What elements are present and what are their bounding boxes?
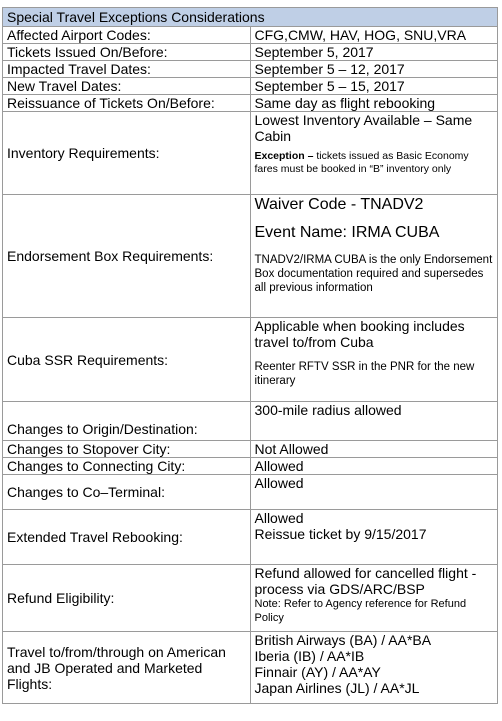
cuba-ssr-value: Applicable when booking includes travel to/from Cuba bbox=[254, 318, 465, 350]
inventory-note-text: tickets issued as Basic Economy fares must be booked in “B” inventory only bbox=[254, 150, 469, 175]
table-row bbox=[3, 632, 498, 704]
row-label: Reissuance of Tickets On/Before: bbox=[3, 95, 251, 112]
table-row bbox=[3, 318, 498, 402]
row-label: Extended Travel Rebooking: bbox=[3, 510, 251, 565]
endorsement-note: TNADV2/IRMA CUBA is the only Endorsement Box documentation required and supersedes all previous information bbox=[254, 254, 493, 294]
row-label: Inventory Requirements: bbox=[3, 112, 251, 195]
table-row bbox=[3, 402, 498, 441]
row-label: Changes to Connecting City: bbox=[3, 458, 251, 475]
row-value: September 5, 2017 bbox=[250, 44, 498, 61]
extended-line-1: Allowed bbox=[254, 510, 304, 526]
table-row bbox=[3, 78, 498, 95]
row-value: September 5 – 12, 2017 bbox=[250, 61, 498, 78]
waiver-code: Waiver Code - TNADV2 bbox=[254, 196, 424, 213]
extended-line-2: Reissue ticket by 9/15/2017 bbox=[254, 526, 427, 542]
table-row bbox=[3, 195, 498, 318]
row-label: Changes to Co–Terminal: bbox=[3, 475, 251, 510]
row-label: Changes to Origin/Destination: bbox=[3, 402, 251, 441]
row-value: 300-mile radius allowed bbox=[250, 402, 498, 441]
table-row bbox=[3, 441, 498, 458]
row-value: CFG,CMW, HAV, HOG, SNU,VRA bbox=[250, 27, 498, 44]
row-value bbox=[250, 195, 498, 318]
row-value: Allowed bbox=[250, 458, 498, 475]
partner-line: Finnair (AY) / AA*AY bbox=[254, 664, 381, 680]
inventory-note-bold: Exception – bbox=[254, 150, 314, 162]
partner-line: Iberia (IB) / AA*IB bbox=[254, 648, 365, 664]
row-value bbox=[250, 565, 498, 632]
table-row bbox=[3, 61, 498, 78]
row-value: Allowed bbox=[250, 475, 498, 510]
table-header-row bbox=[3, 8, 498, 27]
row-value bbox=[250, 112, 498, 195]
table-row bbox=[3, 510, 498, 565]
row-label: Refund Eligibility: bbox=[3, 565, 251, 632]
row-value bbox=[250, 318, 498, 402]
refund-value: Refund allowed for cancelled flight - process via GDS/ARC/BSP bbox=[254, 565, 477, 597]
row-label: Cuba SSR Requirements: bbox=[3, 318, 251, 402]
table-row bbox=[3, 95, 498, 112]
partner-line: Japan Airlines (JL) / AA*JL bbox=[254, 680, 420, 696]
row-value: September 5 – 15, 2017 bbox=[250, 78, 498, 95]
table-row bbox=[3, 458, 498, 475]
row-value bbox=[250, 632, 498, 704]
refund-note: Note: Refer to Agency reference for Refund Policy bbox=[254, 598, 467, 624]
table-row bbox=[3, 565, 498, 632]
table-row bbox=[3, 475, 498, 510]
cuba-ssr-note: Reenter RFTV SSR in the PNR for the new itinerary bbox=[254, 361, 475, 387]
event-name: Event Name: IRMA CUBA bbox=[254, 224, 440, 241]
row-label: Endorsement Box Requirements: bbox=[3, 195, 251, 318]
travel-exceptions-table bbox=[2, 7, 498, 704]
row-label: Changes to Stopover City: bbox=[3, 441, 251, 458]
partner-line: British Airways (BA) / AA*BA bbox=[254, 632, 432, 648]
row-label: New Travel Dates: bbox=[3, 78, 251, 95]
row-label: Impacted Travel Dates: bbox=[3, 61, 251, 78]
row-value: Not Allowed bbox=[250, 441, 498, 458]
row-value: Same day as flight rebooking bbox=[250, 95, 498, 112]
inventory-note bbox=[255, 150, 494, 176]
table-title: Special Travel Exceptions Considerations bbox=[3, 8, 498, 27]
inventory-value: Lowest Inventory Available – Same Cabin bbox=[254, 112, 473, 144]
table-row bbox=[3, 27, 498, 44]
table-row bbox=[3, 112, 498, 195]
row-label: Travel to/from/through on American and JB Operated and Marketed Flights: bbox=[3, 632, 251, 704]
row-value bbox=[250, 510, 498, 565]
table-row bbox=[3, 44, 498, 61]
row-label: Affected Airport Codes: bbox=[3, 27, 251, 44]
row-label: Tickets Issued On/Before: bbox=[3, 44, 251, 61]
